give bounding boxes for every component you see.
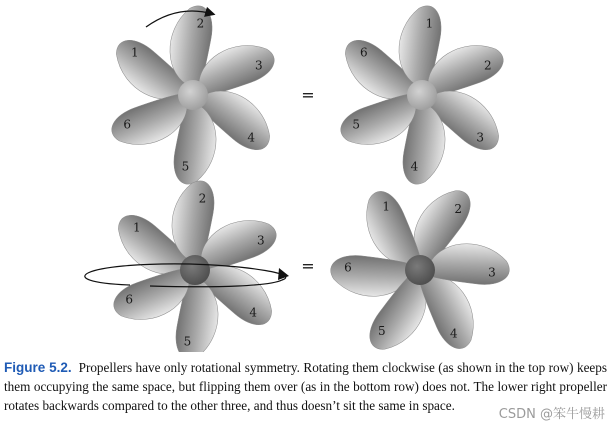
blade-number-label: 2 bbox=[454, 201, 463, 216]
blade-number-label: 5 bbox=[352, 117, 361, 132]
blade-number-label: 5 bbox=[183, 334, 192, 349]
equals-sign-top: = bbox=[301, 85, 315, 105]
blade-number-label: 1 bbox=[425, 16, 434, 31]
propeller-hub bbox=[180, 255, 210, 285]
propeller-bottom-right bbox=[330, 180, 510, 352]
propeller-top-right bbox=[333, 3, 510, 186]
propeller-hub bbox=[178, 80, 208, 110]
propeller-hub bbox=[405, 255, 435, 285]
caption-text: Propellers have only rotational symmetry. Rotating them clockwise (as shown in the top row) keeps them occupying the same space, but flipping them over (as in the bottom row) does not. The lower right propeller rotates backwards compared to the other three, and thus doesn’t sit the same in space. bbox=[4, 360, 608, 413]
blade-number-label: 2 bbox=[198, 191, 207, 206]
figure-label: Figure 5.2. bbox=[4, 360, 72, 375]
watermark: CSDN @笨牛慢耕 bbox=[498, 407, 605, 422]
blade-number-label: 2 bbox=[196, 16, 205, 31]
blade-number-label: 3 bbox=[256, 233, 265, 248]
blade-number-label: 5 bbox=[377, 324, 386, 339]
equals-sign-bottom: = bbox=[301, 256, 315, 276]
blade-number-label: 1 bbox=[130, 45, 139, 60]
blade-number-label: 3 bbox=[488, 265, 496, 280]
blade-number-label: 4 bbox=[410, 159, 419, 174]
flip-rotation-arrowhead bbox=[278, 268, 289, 280]
blade-number-label: 6 bbox=[125, 292, 134, 307]
blade-number-label: 5 bbox=[181, 159, 190, 174]
propeller-hub bbox=[407, 80, 437, 110]
blade-number-label: 3 bbox=[254, 58, 263, 73]
blade-number-label: 6 bbox=[344, 260, 352, 275]
propeller-top-left bbox=[104, 3, 281, 186]
blade-number-label: 1 bbox=[132, 220, 141, 235]
blade-number-label: 2 bbox=[483, 58, 492, 73]
blade-number-label: 4 bbox=[249, 305, 258, 320]
blade-number-label: 3 bbox=[476, 130, 485, 145]
blade-number-label: 4 bbox=[449, 326, 458, 341]
blade-number-label: 6 bbox=[123, 117, 132, 132]
blade-number-label: 6 bbox=[359, 45, 368, 60]
blade-number-label: 4 bbox=[247, 130, 256, 145]
blade-number-label: 1 bbox=[382, 199, 391, 214]
